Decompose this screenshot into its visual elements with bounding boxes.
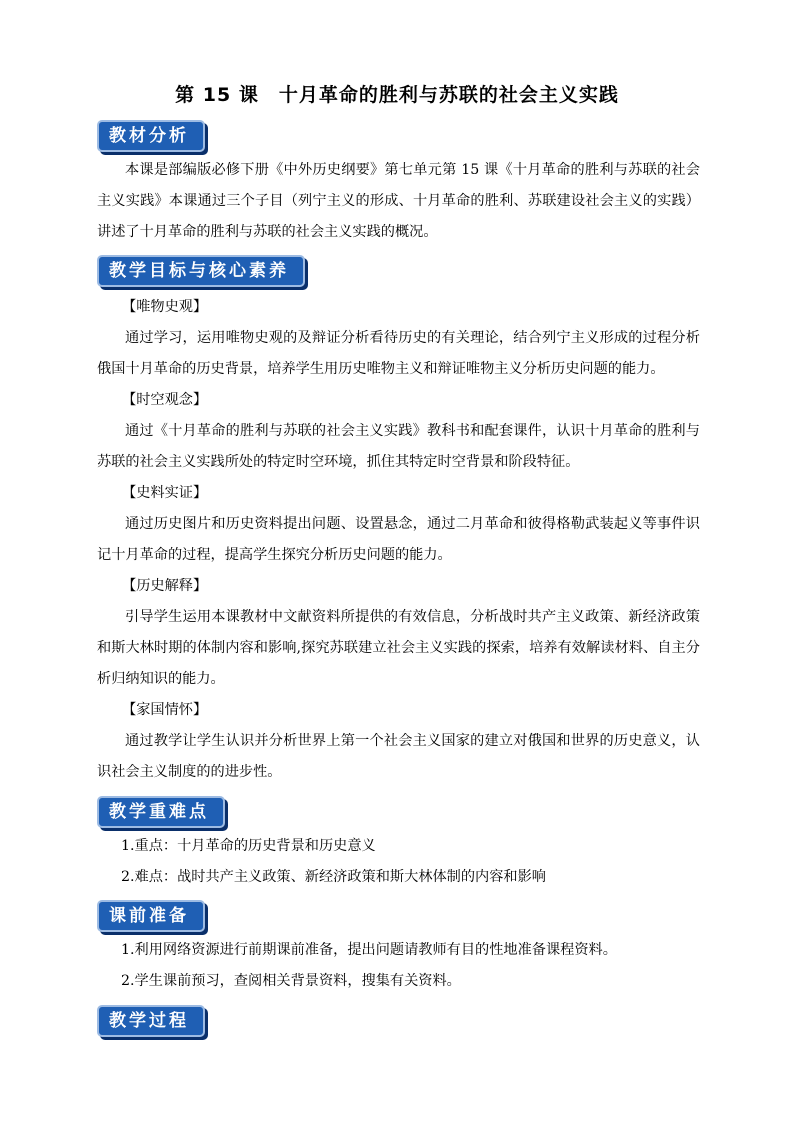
goal-heading-evidence: 【史料实证】 xyxy=(122,485,208,501)
goal-heading-interpretation: 【历史解释】 xyxy=(122,578,208,594)
analysis-paragraph: 本课是部编版必修下册《中外历史纲要》第七单元第 15 课《十月革命的胜利与苏联的社会主义实践》本课通过三个子目（列宁主义的形成、十月革命的胜利、苏联建设社会主义的实践）讲述了十月革命的胜利与苏联的社会主义实践的概况。 xyxy=(97,162,700,240)
section-badge-process: 教学过程 xyxy=(97,1005,205,1037)
goal-text-evidence: 通过历史图片和历史资料提出问题、设置悬念，通过二月革命和彼得格勒武装起义等事件识记十月革命的过程，提高学生探究分析历史问题的能力。 xyxy=(97,516,700,563)
goal-text-interpretation: 引导学生运用本课教材中文献资料所提供的有效信息，分析战时共产主义政策、新经济政策和斯大林时期的体制内容和影响,探究苏联建立社会主义实践的探索，培养有效解读材料、自主分析归纳知识的能力。 xyxy=(97,609,700,687)
keypoint-item: 2.难点：战时共产主义政策、新经济政策和斯大林体制的内容和影响 xyxy=(121,869,546,885)
goal-heading-materialism: 【唯物史观】 xyxy=(122,299,208,315)
goal-text-spacetime: 通过《十月革命的胜利与苏联的社会主义实践》教科书和配套课件，认识十月革命的胜利与苏联的社会主义实践所处的特定时空环境，抓住其特定时空背景和阶段特征。 xyxy=(97,423,700,470)
section-badge-analysis: 教材分析 xyxy=(97,120,205,152)
section-badge-goals: 教学目标与核心素养 xyxy=(97,255,305,287)
goal-text-materialism: 通过学习，运用唯物史观的及辩证分析看待历史的有关理论，结合列宁主义形成的过程分析俄国十月革命的历史背景，培养学生用历史唯物主义和辩证唯物主义分析历史问题的能力。 xyxy=(97,330,700,377)
goal-heading-patriotism: 【家国情怀】 xyxy=(122,702,208,718)
prep-item: 2.学生课前预习，查阅相关背景资料，搜集有关资料。 xyxy=(121,973,461,989)
goal-heading-spacetime: 【时空观念】 xyxy=(122,392,208,408)
goal-text-patriotism: 通过教学让学生认识并分析世界上第一个社会主义国家的建立对俄国和世界的历史意义，认识社会主义制度的的进步性。 xyxy=(97,733,700,780)
section-badge-prep: 课前准备 xyxy=(97,900,205,932)
prep-item: 1.利用网络资源进行前期课前准备，提出问题请教师有目的性地准备课程资料。 xyxy=(121,942,617,958)
keypoint-item: 1.重点：十月革命的历史背景和历史意义 xyxy=(121,838,376,854)
section-badge-keypoints: 教学重难点 xyxy=(97,796,225,828)
lesson-title: 第 15 课 十月革命的胜利与苏联的社会主义实践 xyxy=(175,84,619,106)
